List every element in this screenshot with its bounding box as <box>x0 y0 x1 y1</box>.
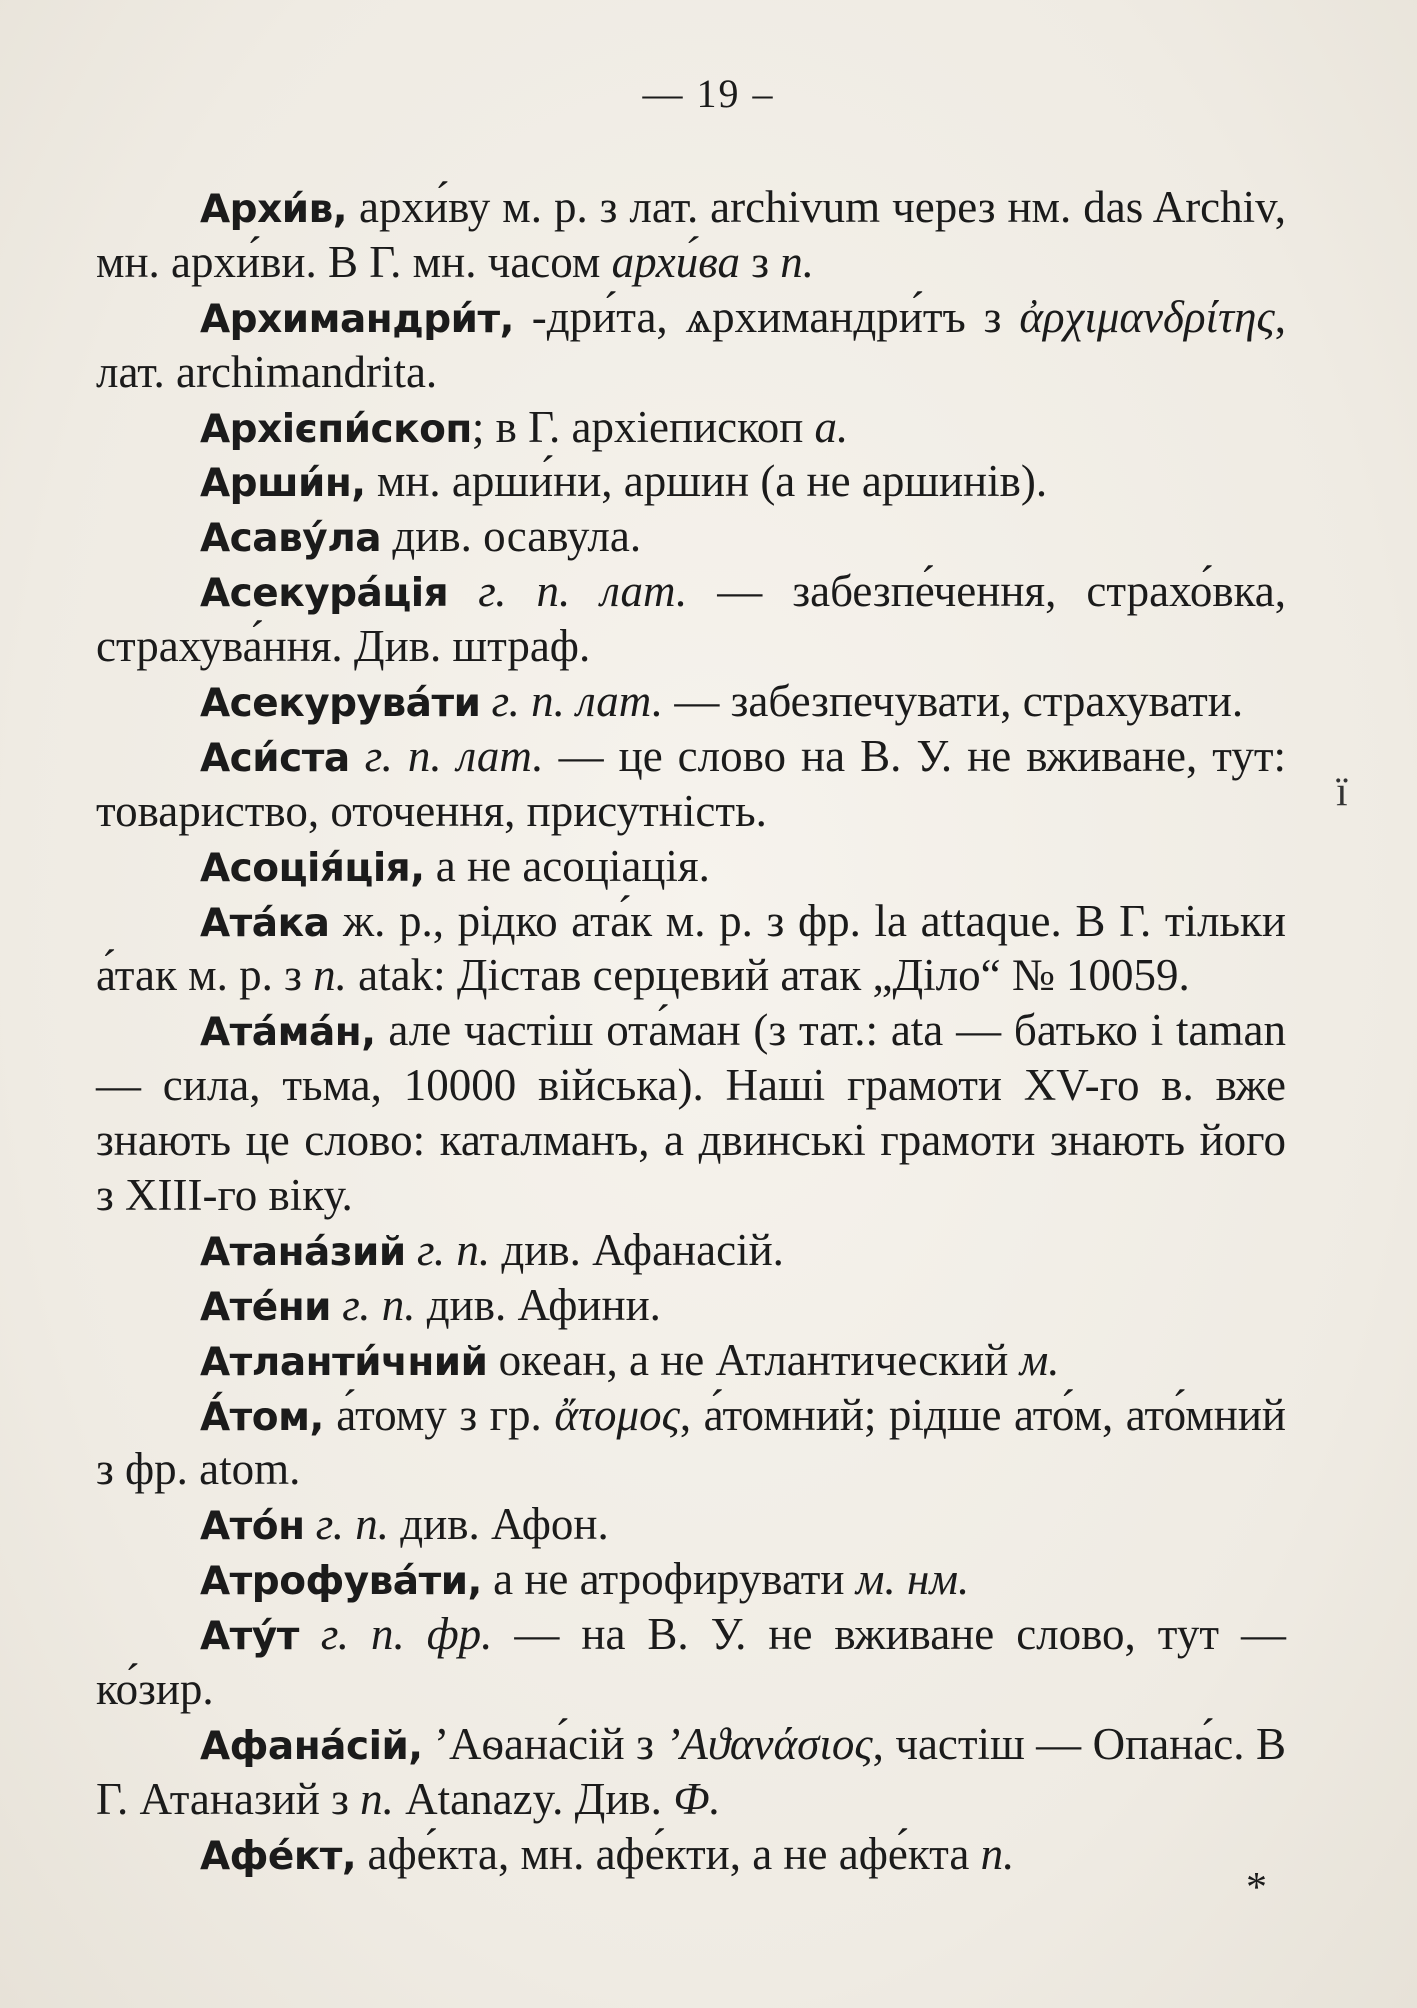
entry-italic-text: г. п. лат. <box>478 566 688 617</box>
entry-text: океан, а не Атлантический <box>487 1334 1020 1385</box>
dictionary-entry <box>96 400 1286 455</box>
entry-text <box>305 1499 316 1549</box>
entry-italic-text: ’Αϑανάσιος <box>665 1718 873 1769</box>
entry-headword: Асоція́ція, <box>200 845 425 891</box>
dictionary-entry <box>96 674 1286 729</box>
dictionary-entries <box>96 180 1286 1882</box>
entry-headword: Ата́ма́н, <box>200 1010 376 1056</box>
entry-italic-text: п. <box>980 1828 1015 1879</box>
entry-headword: Аси́ста <box>200 735 350 781</box>
entry-text: — це слово на В. У. не вживане, тут: товариство, оточення, присутність. <box>96 730 1287 836</box>
entry-italic-text: м. нм. <box>855 1554 970 1605</box>
dictionary-entry <box>96 729 1286 839</box>
entry-italic-text: Ф. <box>673 1773 721 1824</box>
dictionary-entry <box>96 1607 1286 1717</box>
dictionary-entry <box>96 839 1286 894</box>
dictionary-entry <box>96 894 1286 1004</box>
page-number: — 19 – <box>642 71 775 116</box>
entry-italic-text: ἄτομος <box>554 1389 680 1440</box>
dictionary-entry <box>96 454 1286 509</box>
entry-headword: Ата́ка <box>200 900 330 946</box>
entry-text: Atanazy. Див. <box>393 1773 674 1824</box>
entry-italic-text: г. п. <box>342 1279 416 1330</box>
dictionary-entry <box>96 1717 1286 1827</box>
entry-text: а не атрофирувати <box>481 1554 856 1605</box>
entry-italic-text: г. п. <box>315 1499 389 1550</box>
entry-text: з <box>739 236 781 287</box>
entry-italic-text: г. п. лат. <box>364 730 544 781</box>
entry-text <box>406 1225 417 1275</box>
entry-text: а не асоціація. <box>424 840 710 891</box>
entry-italic-text: архи́ва <box>611 236 740 287</box>
entry-italic-text: г. п. фр. <box>320 1609 493 1660</box>
entry-headword: Ату́т <box>200 1614 299 1660</box>
entry-headword: Архи́в, <box>200 187 348 232</box>
entry-text: , лат. archimandrita. <box>96 291 1286 397</box>
entry-text: архи́ву м. р. з лат. archivum через нм. das Archiv, мн. архи́ви. В Г. мн. часом <box>96 182 1286 287</box>
entry-text <box>299 1609 321 1659</box>
entry-text: -дри́та, ѧрхимандри́тъ з <box>513 291 1020 342</box>
entry-headword: Афана́сій, <box>200 1723 423 1769</box>
dictionary-entry <box>96 1388 1286 1498</box>
entry-text <box>480 676 491 726</box>
entry-italic-text: г. п. <box>416 1224 491 1275</box>
entry-headword: Асекурува́ти <box>200 681 481 727</box>
entry-headword: Афе́кт, <box>200 1833 357 1879</box>
entry-text <box>350 731 365 781</box>
entry-italic-text: п. <box>313 950 347 1001</box>
entry-text: див. Афини. <box>415 1279 661 1330</box>
entry-headword: Асаву́ла <box>200 516 382 562</box>
entry-text: мн. арши́ни, аршин (а не аршинів). <box>365 456 1048 507</box>
dictionary-entry <box>96 290 1286 400</box>
dictionary-entry <box>96 1827 1286 1882</box>
entry-text: atak: Дістав серцевий атак „Діло“ № 10059. <box>346 950 1190 1001</box>
entry-headword: Атрофува́ти, <box>200 1559 482 1605</box>
entry-text: але частіш ота́ман (з тат.: ata — батько і taman — сила, тьма, 10000 війська). Наші грамоти XV-го в. вже знають це слово: каталманъ, а двинські грамоти знають його з XIII-го віку. <box>96 1005 1286 1221</box>
dictionary-entry <box>96 180 1286 290</box>
entry-headword: Архимандри́т, <box>200 296 514 342</box>
entry-headword: Арши́н, <box>200 461 366 507</box>
entry-italic-text: м. <box>1019 1334 1060 1385</box>
signature-mark: * <box>1246 1865 1267 1911</box>
entry-headword: Ато́н <box>200 1504 305 1550</box>
entry-text: див. осавула. <box>381 511 642 562</box>
dictionary-entry <box>96 509 1286 564</box>
entry-text: ’Аѳана́сій з <box>422 1718 666 1769</box>
entry-text: див. Афанасій. <box>490 1224 784 1275</box>
dictionary-entry <box>96 1003 1286 1223</box>
entry-text: , а́томний; рідше ато́м, ато́мний з фр. atom. <box>96 1389 1286 1495</box>
margin-handwritten-note: ї <box>1336 769 1348 815</box>
entry-headword: А́том, <box>200 1394 324 1440</box>
entry-text: , частіш — Опана́с. В Г. Атаназий з <box>96 1718 1286 1824</box>
entry-text: афе́кта, мн. афе́кти, а не афе́кта <box>356 1828 981 1879</box>
dictionary-entry <box>96 1333 1286 1388</box>
entry-headword: Асекура́ція <box>200 571 449 617</box>
entry-headword: Ате́ни <box>200 1284 332 1330</box>
entry-text <box>331 1280 342 1330</box>
entry-text <box>448 566 478 616</box>
entry-italic-text: п. <box>780 236 814 287</box>
dictionary-entry <box>96 1223 1286 1278</box>
dictionary-entry <box>96 564 1286 674</box>
entry-headword: Атланти́чний <box>200 1339 488 1385</box>
entry-text: ; в Г. архіепископ <box>471 401 815 452</box>
entry-text: ж. р., рідко ата́к м. р. з фр. la attaque. В Г. тільки а́так м. р. з <box>96 895 1286 1001</box>
entry-text: — забезпе́чення, страхо́вка, страхува́ння. Див. штраф. <box>96 566 1286 672</box>
entry-italic-text: г. п. лат. <box>491 676 664 727</box>
entry-text: — забезпечувати, страхувати. <box>663 676 1244 727</box>
entry-headword: Архієпи́скоп <box>200 406 472 452</box>
entry-italic-text: а. <box>814 401 849 452</box>
dictionary-entry <box>96 1497 1286 1552</box>
entry-headword: Атана́зий <box>200 1229 406 1275</box>
dictionary-entry <box>96 1552 1286 1607</box>
entry-text: див. Афон. <box>389 1499 609 1550</box>
entry-text: — на В. У. не вживане слово, тут — ко́зир. <box>96 1609 1286 1715</box>
entry-italic-text: п. <box>360 1773 394 1824</box>
entry-italic-text: ἀρχιμανδρίτης <box>1019 291 1275 342</box>
dictionary-entry <box>96 1278 1286 1333</box>
entry-text: а́тому з гр. <box>323 1389 555 1440</box>
